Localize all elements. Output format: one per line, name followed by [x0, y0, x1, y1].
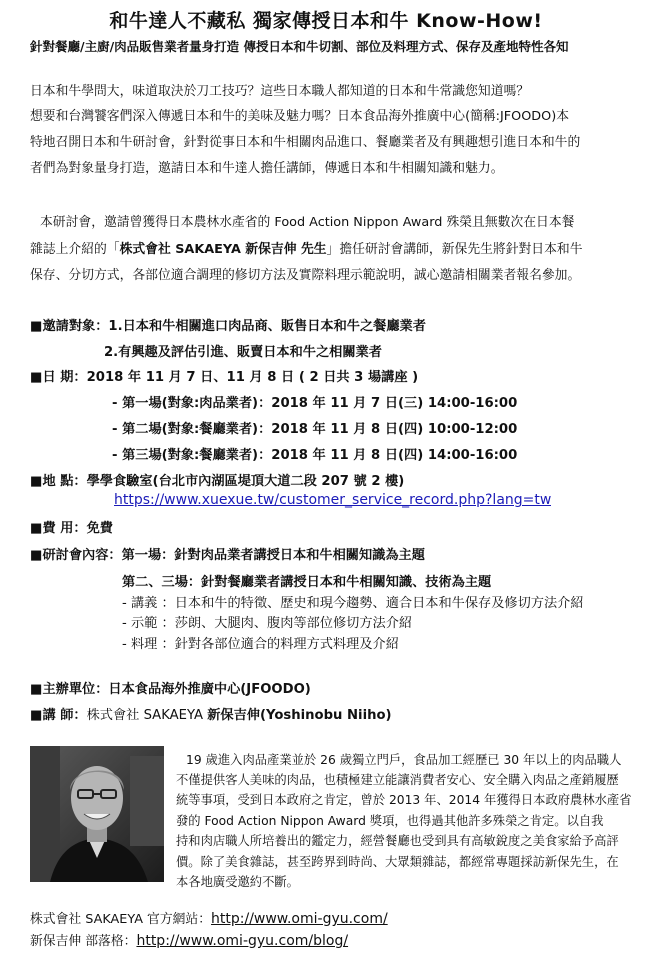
content-second: 第二、三場：針對餐廳業者講授日本和牛相關知識、技術為主題 [122, 575, 492, 590]
lecturer-name: 新保吉伸(Yoshinobu Niiho) [207, 708, 392, 723]
page-title: 和牛達人不藏私 獨家傳授日本和牛 Know-How! [109, 10, 543, 32]
date-value: 2018 年 11 月 7 日、11 月 8 日 ( 2 日共 3 場講座 ) [86, 370, 419, 385]
organizer-label: ■主辦單位： [30, 682, 109, 697]
content-first: 第一場：針對肉品業者講授日本和牛相關知識為主題 [121, 548, 425, 563]
date-label: ■日 期： [30, 370, 87, 385]
bio-line: 價。除了美食雜誌，甚至跨界到時尚、大眾類雜誌，都經常專題採訪新保先生，在 [176, 855, 619, 869]
bio-line: 統等事項，受到日本政府之肯定，曾於 2013 年、2014 年獲得日本政府農林水產省 [176, 793, 632, 807]
invite-item: 1.日本和牛相關進口肉品商、販售日本和牛之餐廳業者 [108, 319, 426, 334]
intro-line: 想要和台灣饕客們深入傳遞日本和牛的美味及魅力嗎？日本食品海外推廣中心(簡稱:JFOODO)本 [30, 109, 569, 124]
intro-line: 日本和牛學問大，味道取決於刀工技巧？這些日本職人都知道的日本和牛常識您知道嗎？ [30, 84, 530, 99]
invite-item: 2.有興趣及評估引進、販賣日本和牛之相關業者 [104, 345, 382, 360]
blog-link[interactable]: http://www.omi-gyu.com/blog/ [136, 933, 349, 949]
venue-value: 學學食驗室(台北市內湖區堤頂大道二段 207 號 2 樓) [86, 474, 405, 489]
organizer-section [30, 678, 311, 697]
lecturer-photo [30, 746, 164, 882]
session-item: - 第三場(對象:餐廳業者)：2018 年 11 月 8 日(四) 14:00-16:00 [112, 448, 518, 463]
content-section [30, 544, 425, 563]
content-item: - 料理 ：針對各部位適合的料理方式料理及介紹 [122, 637, 399, 652]
venue-label: ■地 點： [30, 474, 87, 489]
lecturer-company: 株式會社 SAKAEYA [86, 708, 208, 723]
page-subtitle: 針對餐廳/主廚/肉品販售業者量身打造 傳授日本和牛切割、部位及料理方式、保存及產地特性各知 [30, 39, 569, 54]
invite-label: ■邀請對象： [30, 319, 109, 334]
fee-label: ■費 用： [30, 521, 87, 536]
session-item: - 第二場(對象:餐廳業者)：2018 年 11 月 8 日(四) 10:00-12:00 [112, 422, 518, 437]
session-item: - 第一場(對象:肉品業者)：2018 年 11 月 7 日(三) 14:00-16:00 [112, 396, 518, 411]
para2-line: 保存、分切方式，各部位適合調理的修切方法及實際料理示範說明，誠心邀請相關業者報名參加。 [30, 268, 581, 283]
blog-label: 新保吉伸 部落格： [30, 934, 137, 949]
footer-site [30, 908, 388, 927]
footer-blog [30, 930, 348, 949]
portrait-image [30, 746, 164, 882]
content-item: - 示範 ：莎朗、大腿肉、腹肉等部位修切方法介紹 [122, 616, 413, 631]
fee-section [30, 517, 113, 536]
site-link[interactable]: http://www.omi-gyu.com/ [211, 911, 388, 927]
fee-value: 免費 [86, 521, 113, 536]
bio-line: 持和肉店職人所培養出的鑑定力，經營餐廳也受到具有高敏銳度之美食家給予高評 [176, 834, 619, 848]
date-section [30, 366, 418, 385]
content-label: ■研討會內容： [30, 548, 122, 563]
para2-line: 雜誌上介紹的「株式會社 SAKAEYA 新保吉伸 先生」擔任研討會講師，新保先生將針對日本和牛 [30, 242, 583, 257]
venue-section [30, 470, 404, 489]
content-item: - 講義 ：日本和牛的特徵、歷史和現今趨勢、適合日本和牛保存及修切方法介紹 [122, 596, 584, 611]
invite-section [30, 315, 426, 334]
venue-link[interactable]: https://www.xuexue.tw/customer_service_record.php?lang=tw [114, 492, 552, 508]
para2-line: 本研討會，邀請曾獲得日本農林水產省的 Food Action Nippon Award 殊榮且無數次在日本餐 [40, 215, 575, 230]
lecturer-name-highlight: 株式會社 SAKAEYA 新保吉伸 先生 [119, 242, 327, 257]
site-label: 株式會社 SAKAEYA 官方網站： [30, 912, 212, 927]
organizer-value: 日本食品海外推廣中心(JFOODO) [108, 682, 311, 697]
bio-line: 發的 Food Action Nippon Award 獎項，也得過其他許多殊榮之肯定。以自我 [176, 814, 604, 828]
lecturer-section [30, 704, 392, 723]
bio-line: 不僅提供客人美味的肉品，也積極建立能讓消費者安心、安全購入肉品之產銷履歷 [176, 773, 619, 787]
lecturer-label: ■講 師： [30, 708, 87, 723]
bio-line: 本各地廣受邀約不斷。 [176, 875, 299, 889]
intro-line: 者們為對象量身打造，邀請日本和牛達人擔任講師，傳遞日本和牛相關知識和魅力。 [30, 161, 504, 176]
bio-line: 19 歲進入肉品產業並於 26 歲獨立門戶，食品加工經歷已 30 年以上的肉品職人 [186, 753, 622, 767]
intro-line: 特地召開日本和牛研討會，針對從事日本和牛相關肉品進口、餐廳業者及有興趣想引進日本和牛的 [30, 135, 581, 150]
